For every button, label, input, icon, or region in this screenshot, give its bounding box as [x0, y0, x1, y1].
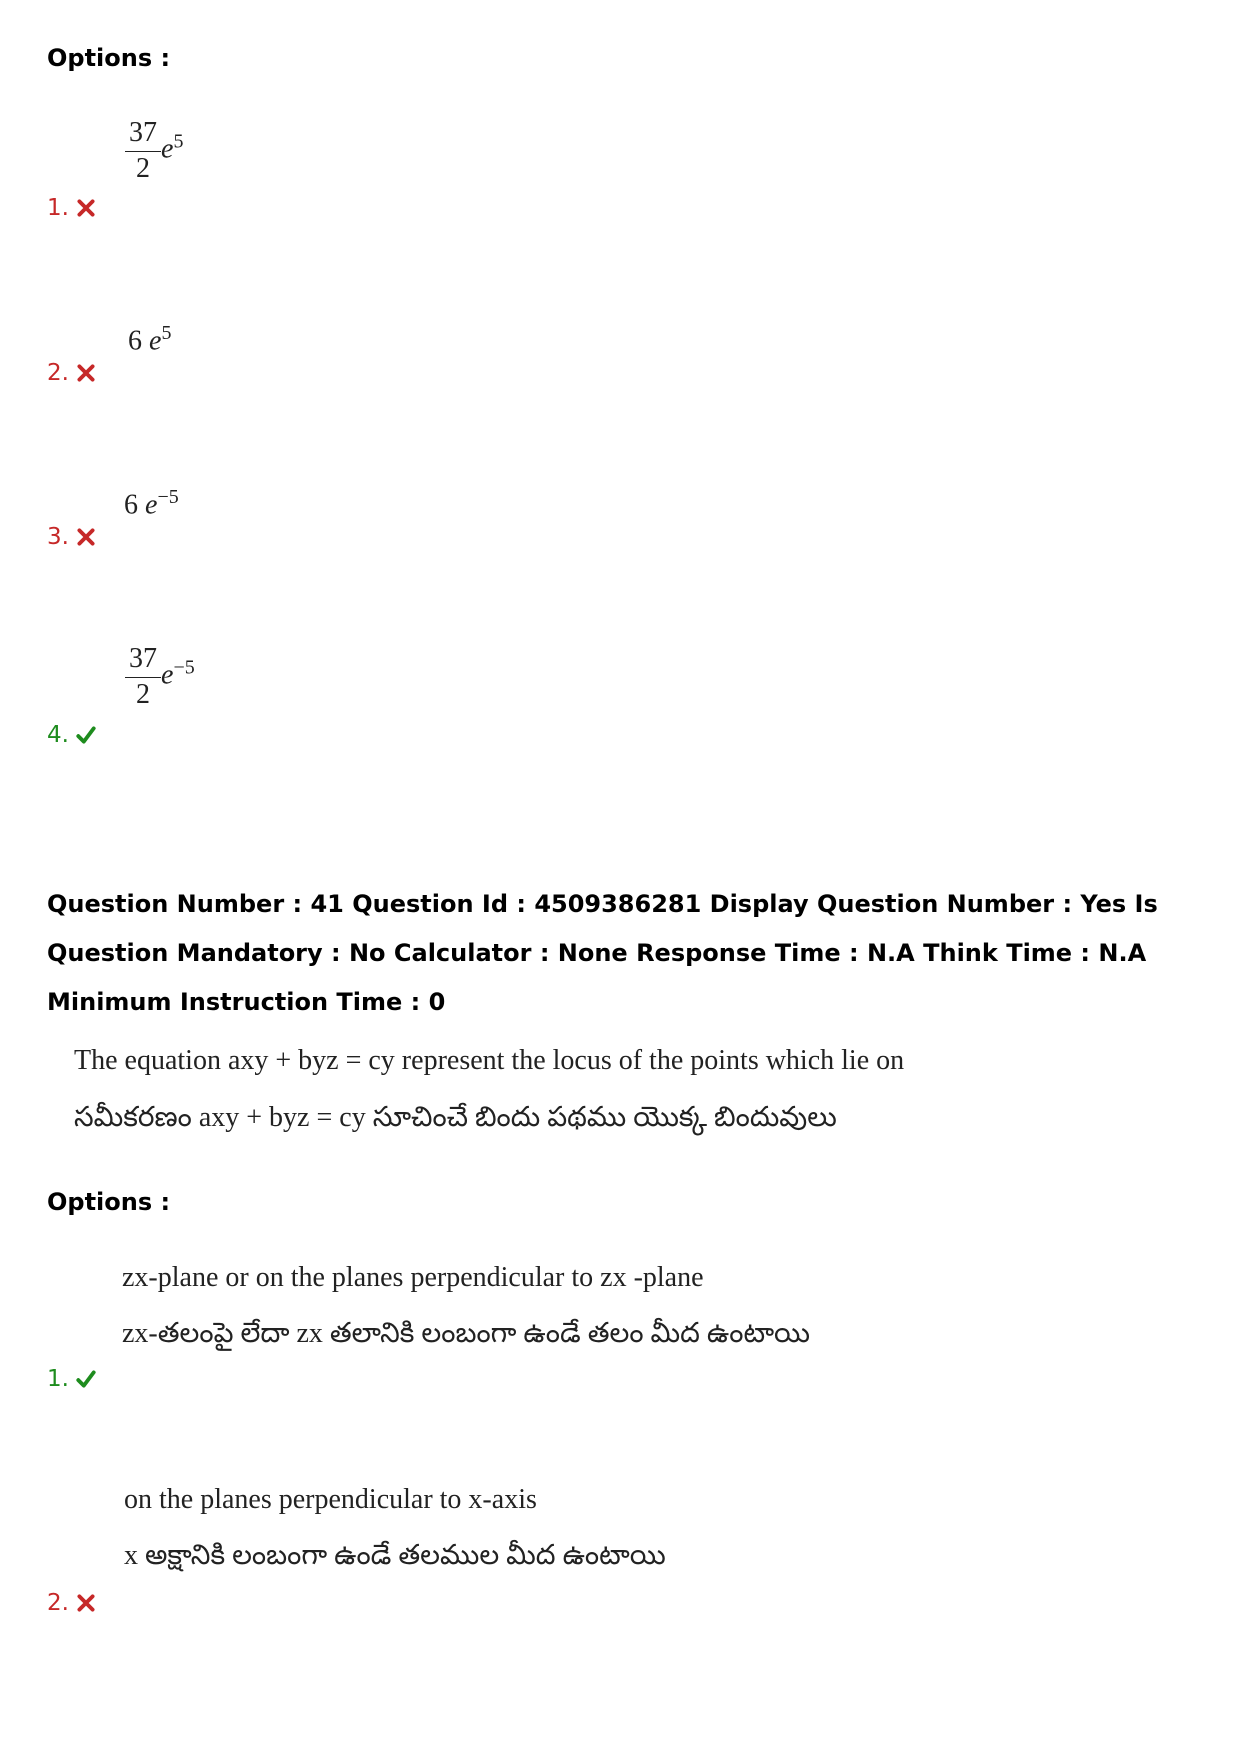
q41-option-2-text-english: on the planes perpendicular to x-axis [124, 1484, 537, 1515]
base: e [161, 659, 174, 691]
options-heading: Options : [47, 1188, 171, 1216]
numerator: 37 [125, 644, 161, 678]
q41-option-2-status [47, 1590, 97, 1616]
fraction [125, 118, 161, 185]
cross-icon [75, 197, 97, 219]
question-text-telugu: సమీకరణం axy + byz = cy సూచించే బిందు పథము యొక్క బిందువులు [74, 1102, 837, 1133]
numerator: 37 [125, 118, 161, 152]
option-1-status [47, 195, 97, 221]
exponent: −5 [173, 656, 195, 679]
option-2-status [47, 360, 97, 386]
exponent: 5 [173, 130, 184, 153]
option-3-formula [124, 486, 179, 521]
option-number: 2. [47, 360, 69, 386]
denominator: 2 [136, 678, 150, 710]
option-number: 1. [47, 195, 69, 221]
q41-option-1-text-english: zx-plane or on the planes perpendicular to zx -plane [122, 1262, 704, 1293]
coefficient: 6 [128, 325, 142, 357]
exponent: −5 [157, 486, 179, 508]
check-icon [75, 1368, 97, 1390]
option-number: 4. [47, 722, 69, 748]
base: e [149, 325, 162, 357]
question-text-english: The equation axy + byz = cy represent the locus of the points which lie on [74, 1045, 905, 1076]
option-1-formula [125, 118, 183, 185]
option-number: 3. [47, 524, 69, 550]
denominator: 2 [136, 152, 150, 184]
cross-icon [75, 362, 97, 384]
option-number: 1. [47, 1366, 69, 1392]
q41-option-1-status [47, 1366, 97, 1392]
base: e [145, 489, 158, 521]
option-4-status [47, 722, 97, 748]
check-icon [75, 724, 97, 746]
option-4-formula [125, 644, 195, 711]
question-meta: Question Number : 41 Question Id : 4509386281 Display Question Number : Yes Is Question Mandatory : No Calculator : None Response Time : N.A Think Time : N.A Minimum Instruction Time : 0 [47, 890, 1158, 1016]
q41-option-2-text-telugu: x అక్షానికి లంబంగా ఉండే తలముల మీద ఉంటాయి [124, 1540, 666, 1571]
option-number: 2. [47, 1590, 69, 1616]
q41-option-1-text-telugu: zx-తలంపై లేదా zx తలానికి లంబంగా ఉండే తలం మీద ఉంటాయి [122, 1318, 811, 1349]
options-heading: Options : [47, 44, 171, 72]
cross-icon [75, 1592, 97, 1614]
fraction [125, 644, 161, 711]
exponent: 5 [161, 322, 172, 344]
option-3-status [47, 524, 97, 550]
cross-icon [75, 526, 97, 548]
option-2-formula [128, 322, 171, 357]
coefficient: 6 [124, 489, 138, 521]
base: e [161, 133, 174, 165]
